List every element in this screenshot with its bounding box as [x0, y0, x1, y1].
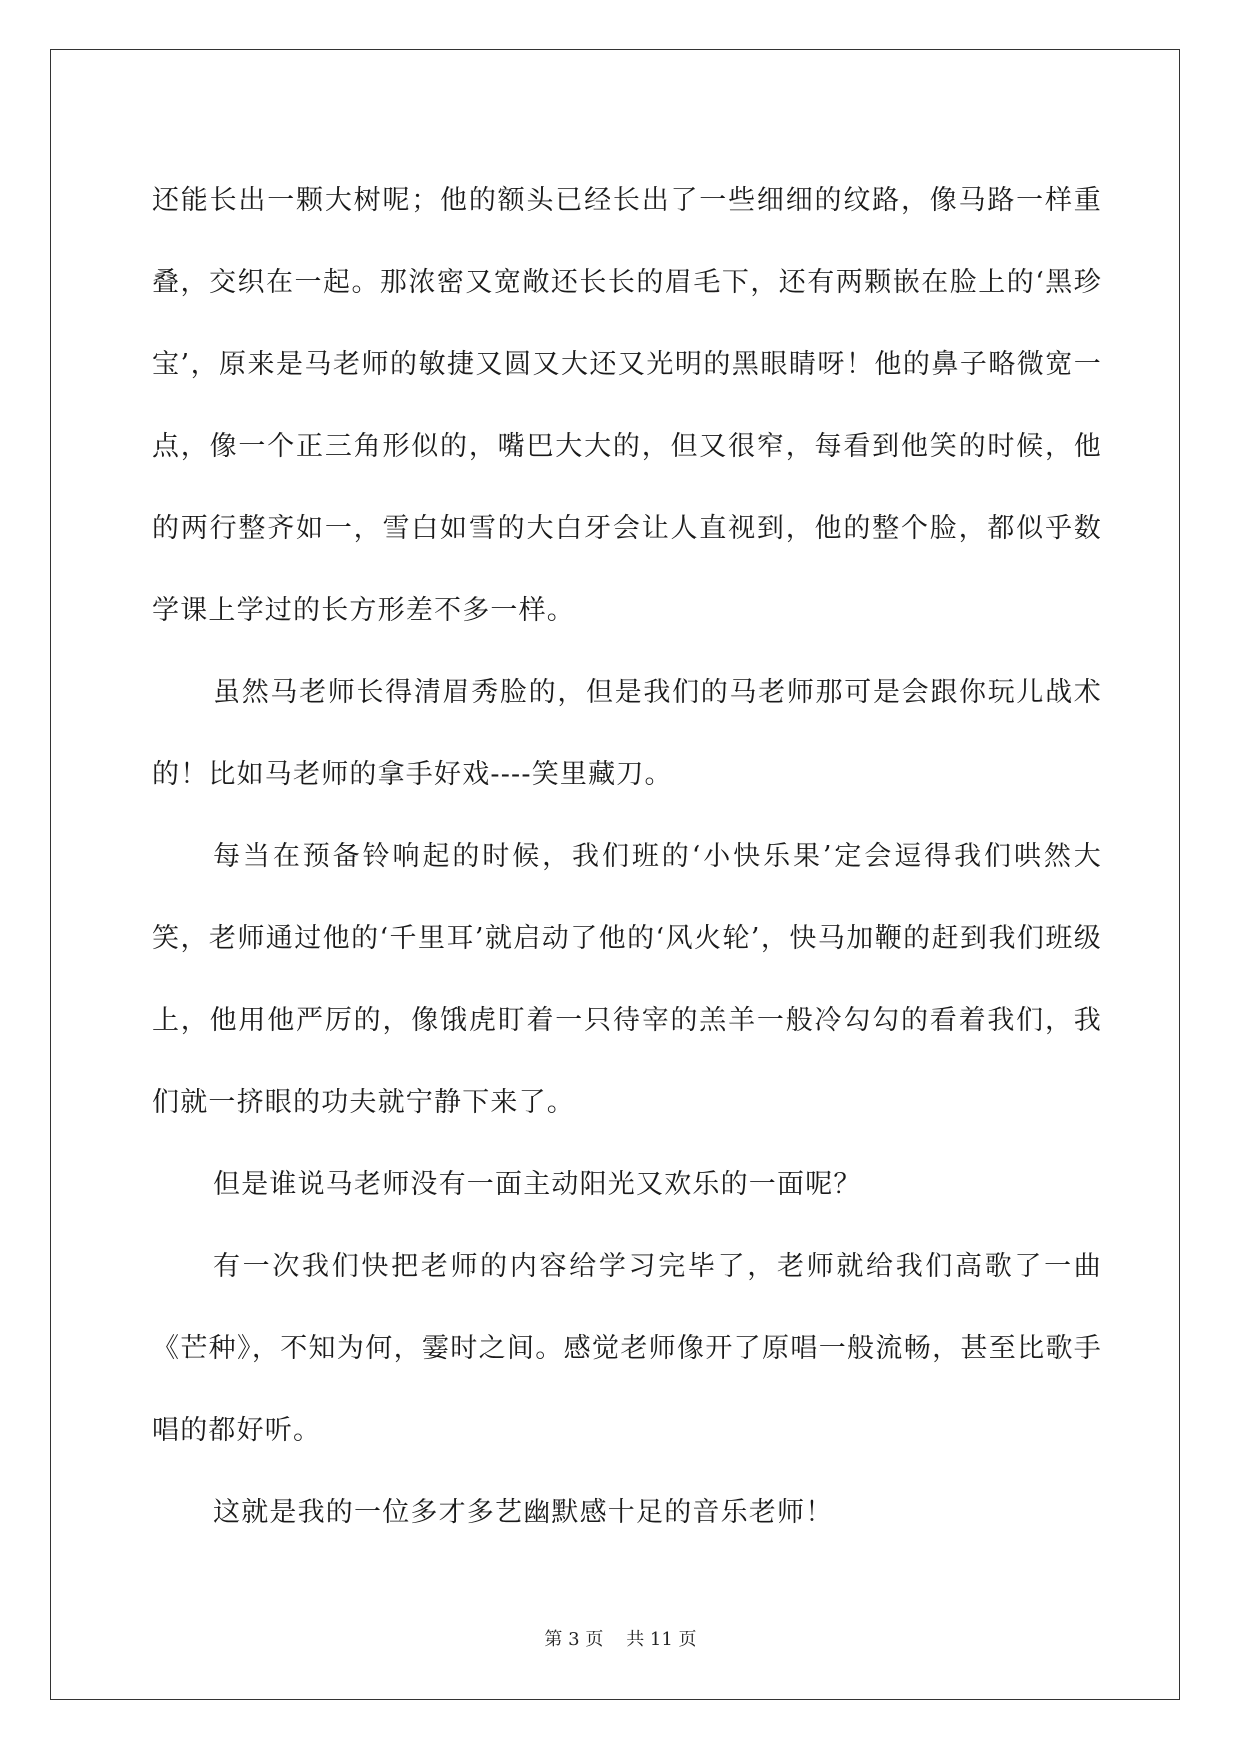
- paragraph-4: 但是谁说马老师没有一面主动阳光又欢乐的一面呢？: [213, 1169, 862, 1200]
- document-body: [152, 160, 1102, 1554]
- paragraph-1: 还能长出一颗大树呢；他的额头已经长出了一些细细的纹路，像马路一样重叠，交织在一起。那浓密又宽敞还长长的眉毛下，还有两颗嵌在脸上的‘黑珍宝’，原来是马老师的敏捷又圆又大还又光明的黑眼睛呀！他的鼻子略微宽一点，像一个正三角形似的，嘴巴大大的，但又很窄，每看到他笑的时候，他的两行整齐如一，雪白如雪的大白牙会让人直视到，他的整个脸，都似乎数学课上学过的长方形差不多一样。: [152, 185, 1102, 626]
- paragraph-5: 有一次我们快把老师的内容给学习完毕了，老师就给我们高歌了一曲《芒种》，不知为何，霎时之间。感觉老师像开了原唱一般流畅，甚至比歌手唱的都好听。: [152, 1251, 1102, 1446]
- paragraph-2: 虽然马老师长得清眉秀脸的，但是我们的马老师那可是会跟你玩儿战术的！比如马老师的拿手好戏----笑里藏刀。: [152, 677, 1102, 790]
- page-number-footer: 第 3 页 共 11 页: [544, 1629, 697, 1650]
- paragraph-3: 每当在预备铃响起的时候，我们班的‘小快乐果’定会逗得我们哄然大笑，老师通过他的‘千里耳’就启动了他的‘风火轮’，快马加鞭的赶到我们班级上，他用他严厉的，像饿虎盯着一只待宰的羔羊一般冷勾勾的看着我们，我们就一挤眼的功夫就宁静下来了。: [152, 841, 1102, 1118]
- paragraph-6: 这就是我的一位多才多艺幽默感十足的音乐老师！: [213, 1497, 834, 1528]
